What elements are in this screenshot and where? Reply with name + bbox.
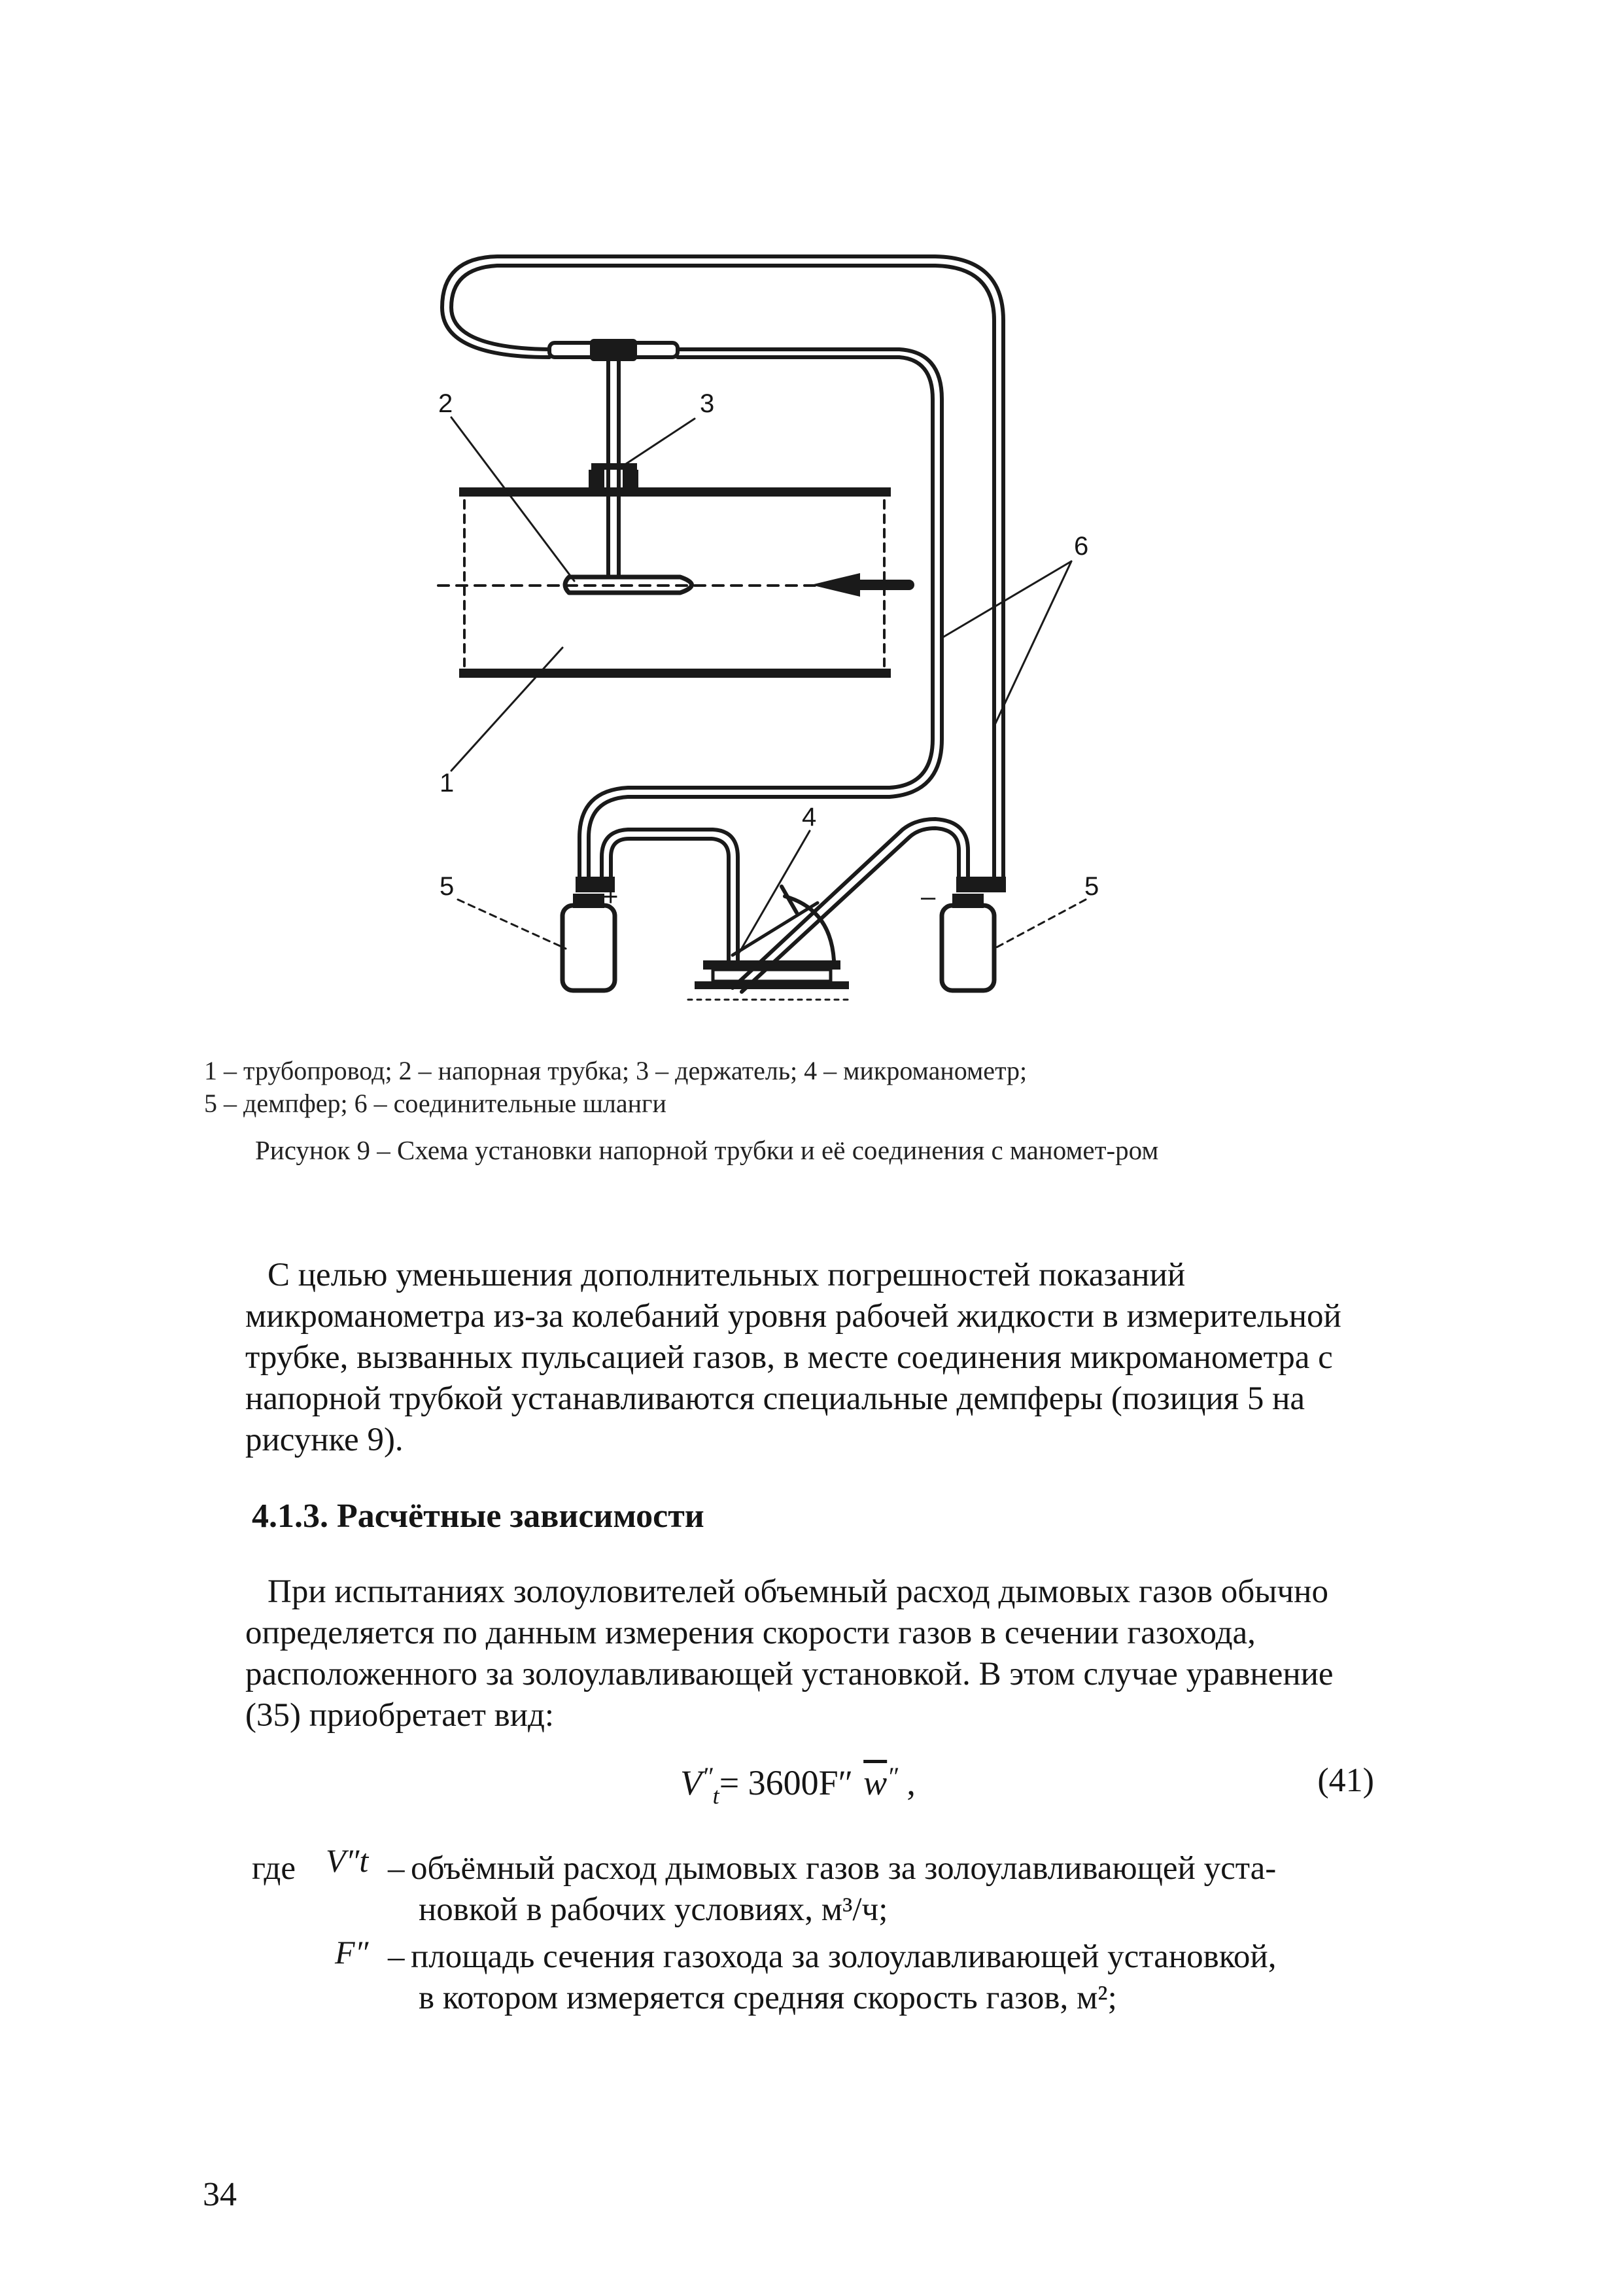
eq-w-prime: ″	[887, 1762, 898, 1791]
legend-line-2: 5 – демпфер; 6 – соединительные шланги	[204, 1089, 666, 1118]
figure-legend	[204, 1055, 1388, 1120]
section-heading: 4.1.3. Расчётные зависимости	[252, 1498, 704, 1535]
paragraph-flow-rate	[245, 1571, 1383, 1736]
damper-right	[942, 894, 994, 990]
caption-text: Рисунок 9 – Схема установки напорной трубки и её соединения с маномет-ром	[255, 1135, 1159, 1165]
label-1: 1	[440, 769, 455, 797]
def-dash-vt: –	[388, 1850, 405, 1887]
def-symbol-f: F″	[335, 1934, 369, 1971]
label-5-right: 5	[1084, 872, 1099, 901]
definitions-lead: где	[252, 1850, 296, 1887]
tee-connector	[549, 339, 678, 361]
label-3: 3	[700, 389, 715, 418]
label-6: 6	[1074, 532, 1089, 561]
eq-lhs-prime: ″	[702, 1762, 713, 1791]
def-text-f-line1: площадь сечения газохода за золоулавливающей установкой,	[411, 1938, 1277, 1975]
paragraph-2-text: При испытаниях золоуловителей объемный расход дымовых газов обычно определяется по данным измерения скорости газов в сечении газохода, расположенного за золоулавливающей установкой. В этом случае уравнение (35) приобретает вид:	[245, 1573, 1334, 1734]
paragraph-1-text: С целью уменьшения дополнительных погрешностей показаний микроманометра из-за колебаний уровня рабочей жидкости в измерительной трубке, вызванных пульсацией газов, в месте соединения микроманометра с напорной трубкой устанавливаются специальные демпферы (позиция 5 на рисунке 9).	[245, 1257, 1341, 1458]
def-dash-f: –	[388, 1938, 405, 1975]
eq-rhs: = 3600F″	[719, 1763, 854, 1802]
def-text-vt-line2: новкой в рабочих условиях, м³/ч;	[419, 1891, 888, 1928]
eq-lhs-symbol: V	[680, 1763, 702, 1802]
label-plus: +	[603, 883, 619, 911]
connecting-hoses	[442, 256, 1006, 992]
eq-tail: ,	[897, 1763, 916, 1802]
equation-number: (41)	[1317, 1762, 1374, 1799]
eq-w-symbol: $\overline{w}$	[863, 1763, 888, 1802]
page-number: 34	[203, 2176, 237, 2213]
paragraph-damper-note	[245, 1255, 1383, 1461]
label-minus: –	[921, 883, 936, 911]
label-4: 4	[802, 803, 817, 832]
equation-41	[680, 1761, 916, 1810]
def-text-f-line2: в котором измеряется средняя скорость газов, м²;	[419, 1980, 1117, 2016]
def-text-vt-line1: объёмный расход дымовых газов за золоулавливающей уста-	[411, 1850, 1277, 1887]
flow-direction-arrow	[811, 573, 909, 597]
eq-lhs-sub: t	[712, 1783, 719, 1809]
figure-caption	[255, 1134, 1432, 1167]
tube-holder	[589, 463, 638, 488]
legend-line-1: 1 – трубопровод; 2 – напорная трубка; 3 – держатель; 4 – микроманометр;	[204, 1056, 1028, 1085]
def-symbol-vt: V″t	[326, 1842, 369, 1879]
label-5-left: 5	[440, 872, 455, 901]
leader-lines	[451, 417, 1089, 955]
pitot-tube-installation-diagram	[0, 0, 1624, 1047]
label-2: 2	[438, 389, 453, 418]
